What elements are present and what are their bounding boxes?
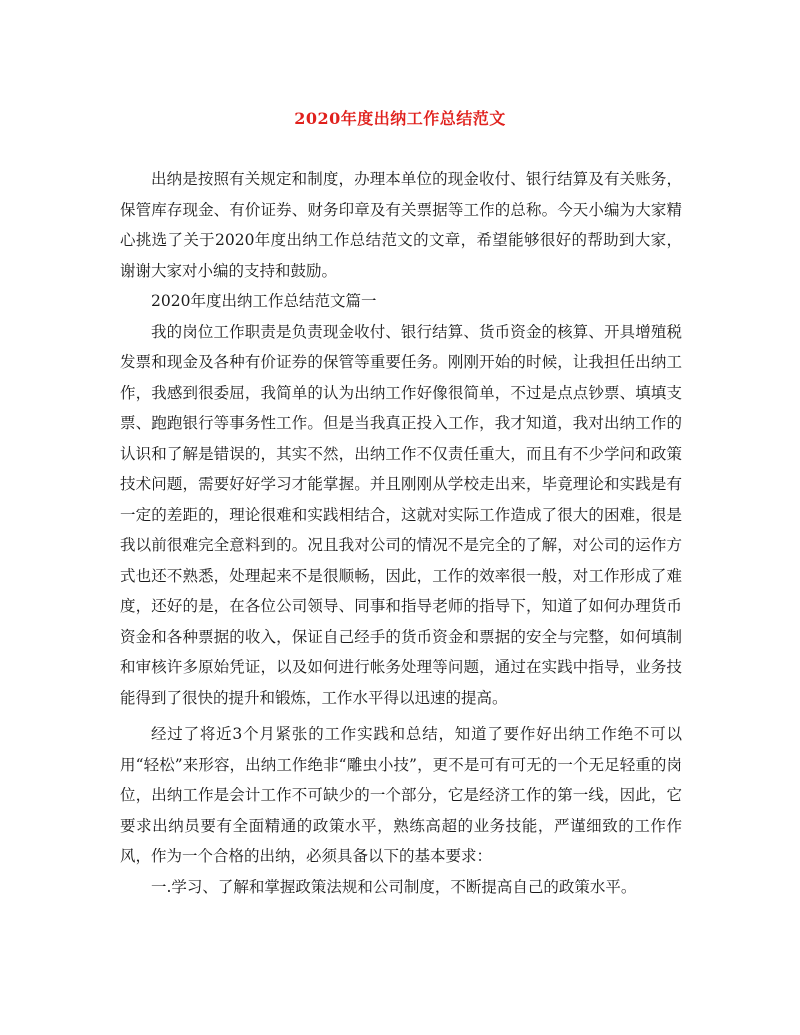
section-heading: 2020年度出纳工作总结范文篇一 (151, 292, 377, 310)
document-body (120, 164, 682, 902)
paragraph-requirement-1: 一.学习、了解和掌握政策法规和公司制度，不断提高自己的政策水平。 (151, 877, 637, 896)
paragraph-intro: 出纳是按照有关规定和制度，办理本单位的现金收付、银行结算及有关账务，保管库存现金、有价证券、财务印章及有关票据等工作的总称。今天小编为大家精心挑选了关于2020年度出纳工作总结范文的文章，希望能够很好的帮助到大家，谢谢大家对小编的支持和鼓励。 (120, 170, 682, 280)
paragraph-summary: 经过了将近3个月紧张的工作实践和总结，知道了要作好出纳工作绝不可以用“轻松”来形容，出纳工作绝非“雕虫小技”，更不是可有可无的一个无足轻重的岗位，出纳工作是会计工作不可缺少的一个部分，它是经济工作的第一线，因此，它要求出纳员要有全面精通的政策水平，熟练高超的业务技能，严谨细致的工作作风，作为一个合格的出纳，必须具备以下的基本要求： (120, 725, 682, 865)
document-title: 2020年度出纳工作总结范文 (294, 109, 506, 128)
paragraph-duties: 我的岗位工作职责是负责现金收付、银行结算、货币资金的核算、开具增殖税发票和现金及各种有价证券的保管等重要任务。刚刚开始的时候，让我担任出纳工作，我感到很委屈，我简单的认为出纳工作好像很简单，不过是点点钞票、填填支票、跑跑银行等事务性工作。但是当我真正投入工作，我才知道，我对出纳工作的认识和了解是错误的，其实不然，出纳工作不仅责任重大，而且有不少学问和政策技术问题，需要好好学习才能掌握。并且刚刚从学校走出来，毕竟理论和实践是有一定的差距的，理论很难和实践相结合，这就对实际工作造成了很大的困难，很是我以前很难完全意料到的。况且我对公司的情况不是完全的了解，对公司的运作方式也还不熟悉，处理起来不是很顺畅，因此，工作的效率很一般，对工作形成了难度，还好的是，在各位公司领导、同事和指导老师的指导下，知道了如何办理货币资金和各种票据的收入，保证自己经手的货币资金和票据的安全与完整，如何填制和审核许多原始凭证，以及如何进行帐务处理等问题，通过在实践中指导，业务技能得到了很快的提升和锻炼，工作水平得以迅速的提高。 (120, 322, 682, 707)
